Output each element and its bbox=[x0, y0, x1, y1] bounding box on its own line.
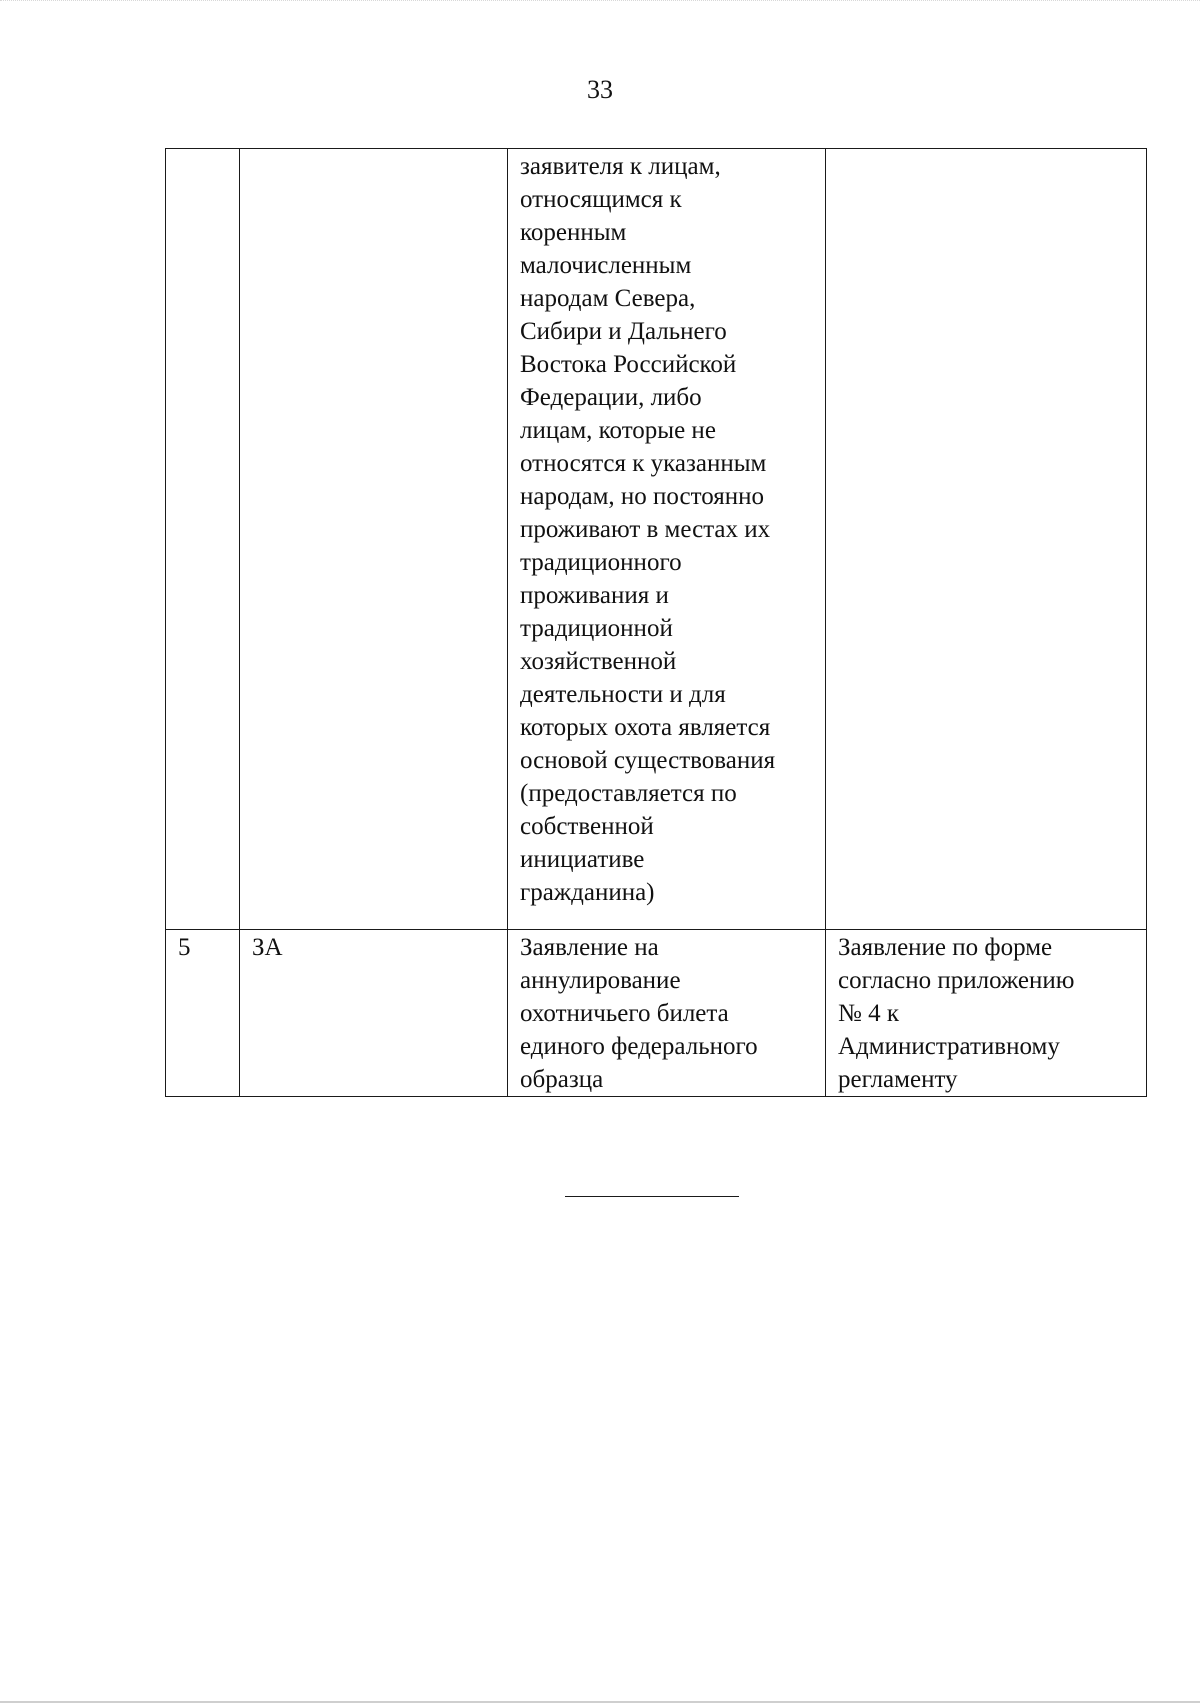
table-row bbox=[166, 149, 1147, 930]
scan-edge-top bbox=[0, 0, 1200, 1]
document-description-cell: заявителя к лицам, относящимся к коренным малочисленным народам Севера, Сибири и Дальнего Востока Российской Федерации, либо лицам, которые не относятся к указанным народам, но постоянно проживают в местах их традиционного проживания и традиционной хозяйственной деятельности и для которых охота является основой существования (предоставляется по собственной инициативе гражданина) bbox=[508, 149, 826, 930]
document-code-cell: ЗА bbox=[240, 930, 508, 1097]
row-number-cell: 5 bbox=[166, 930, 240, 1097]
scan-edge-bottom bbox=[0, 1701, 1200, 1703]
document-note-cell: Заявление по форме согласно приложению № 4 к Административному регламенту bbox=[826, 930, 1147, 1097]
row-number-cell bbox=[166, 149, 240, 930]
document-note-cell bbox=[826, 149, 1147, 930]
document-description-cell: Заявление на аннулирование охотничьего билета единого федерального образца bbox=[508, 930, 826, 1097]
document-code-cell bbox=[240, 149, 508, 930]
document-table bbox=[165, 148, 1147, 1097]
page-number: 33 bbox=[587, 75, 613, 104]
table-row bbox=[166, 930, 1147, 1097]
end-of-document-rule bbox=[565, 1196, 739, 1197]
